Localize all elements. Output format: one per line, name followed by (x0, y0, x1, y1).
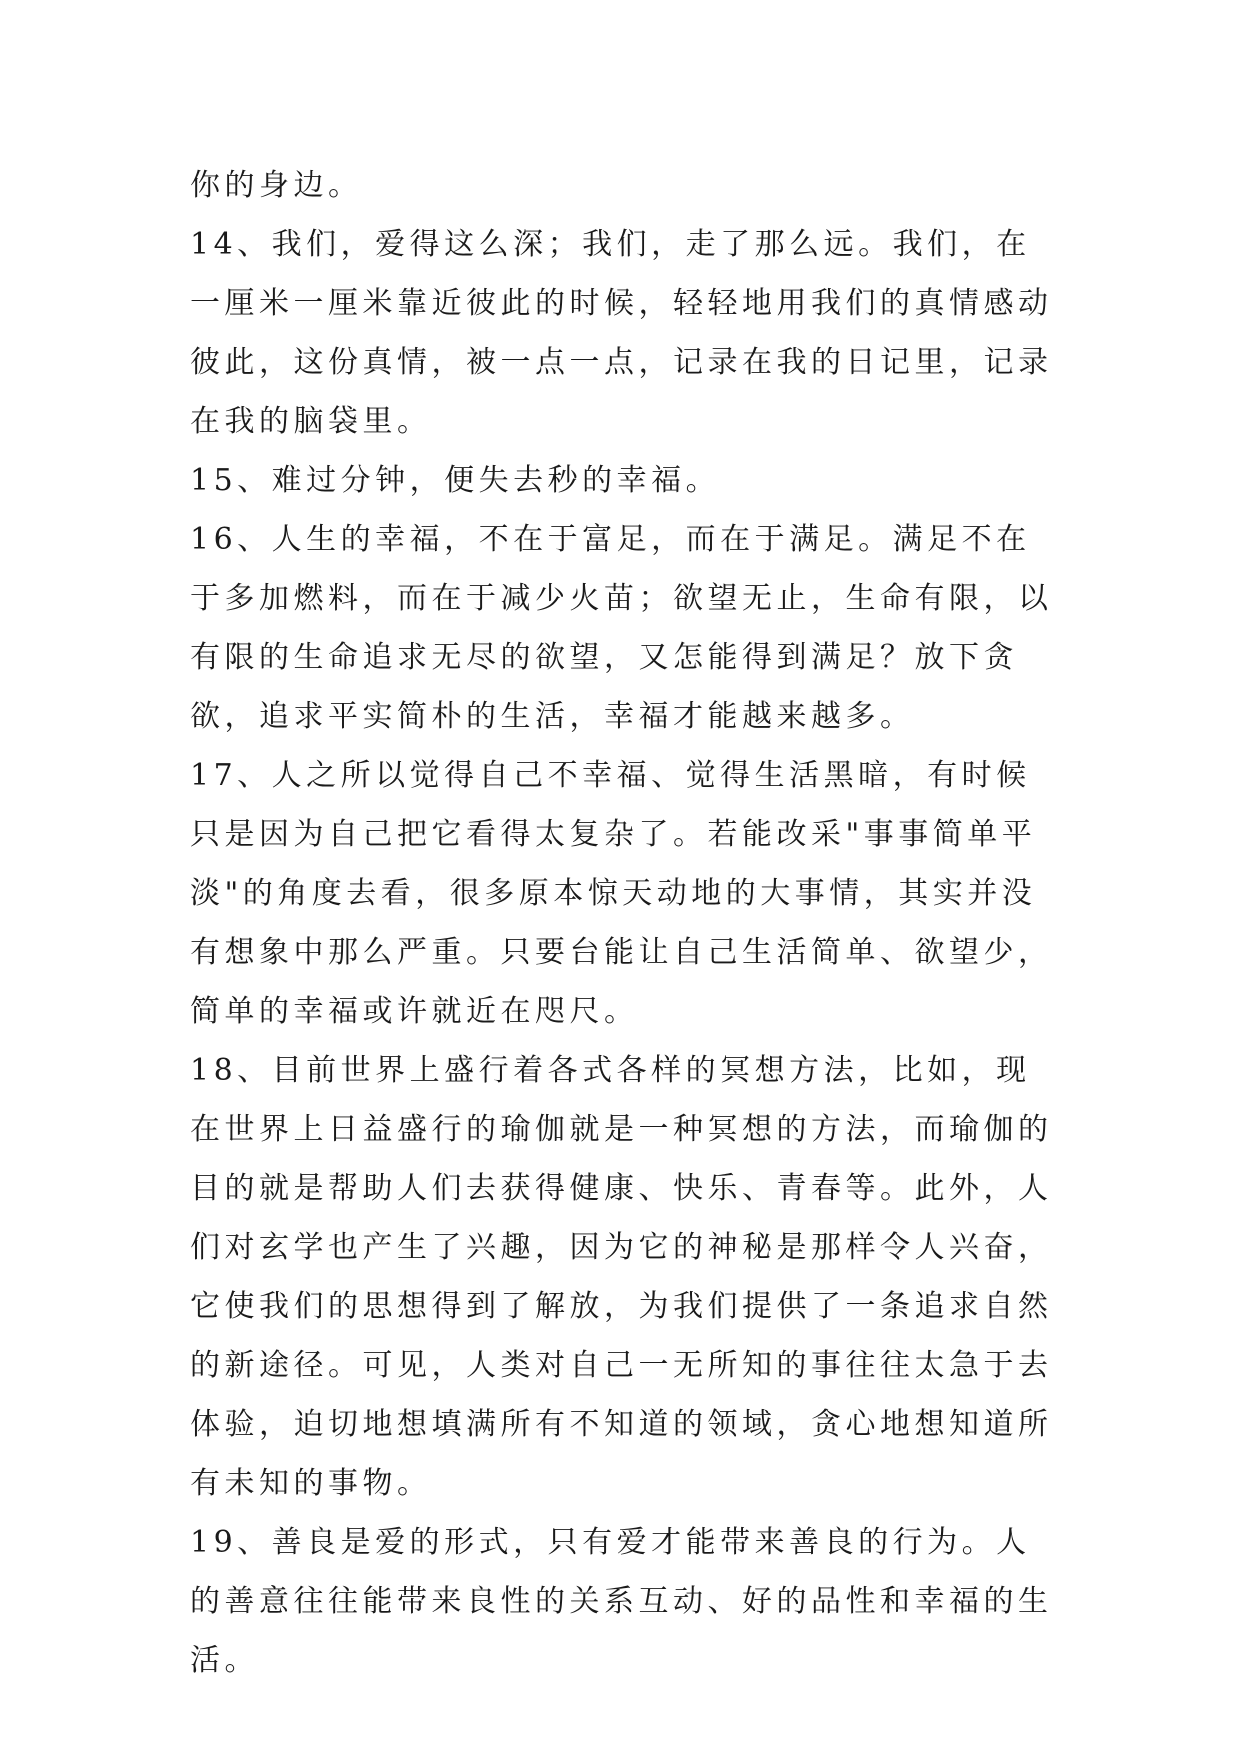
paragraph-continuation: 你的身边。 (190, 168, 363, 203)
document-body (190, 156, 1060, 1690)
paragraph-17: 17、人之所以觉得自己不幸福、觉得生活黑暗，有时候只是因为自己把它看得太复杂了。若能改采"事事简单平淡"的角度去看，很多原本惊天动地的大事情，其实并没有想象中那么严重。只要台能让自己生活简单、欲望少，简单的幸福或许就近在咫尺。 (190, 758, 1053, 1029)
paragraph-19: 19、善良是爱的形式，只有爱才能带来善良的行为。人的善意往往能带来良性的关系互动、好的品性和幸福的生活。 (190, 1525, 1053, 1678)
paragraph-18: 18、目前世界上盛行着各式各样的冥想方法，比如，现在世界上日益盛行的瑜伽就是一种冥想的方法，而瑜伽的目的就是帮助人们去获得健康、快乐、青春等。此外，人们对玄学也产生了兴趣，因为它的神秘是那样令人兴奋，它使我们的思想得到了解放，为我们提供了一条追求自然的新途径。可见，人类对自己一无所知的事往往太急于去体验，迫切地想填满所有不知道的领域，贪心地想知道所有未知的事物。 (190, 1053, 1053, 1501)
paragraph-16: 16、人生的幸福，不在于富足，而在于满足。满足不在于多加燃料，而在于减少火苗；欲望无止，生命有限，以有限的生命追求无尽的欲望，又怎能得到满足？放下贪欲，追求平实简朴的生活，幸福才能越来越多。 (190, 522, 1053, 734)
paragraph-14: 14、我们，爱得这么深；我们，走了那么远。我们，在一厘米一厘米靠近彼此的时候，轻轻地用我们的真情感动彼此，这份真情，被一点一点，记录在我的日记里，记录在我的脑袋里。 (190, 227, 1053, 439)
paragraph-15: 15、难过分钟，便失去秒的幸福。 (190, 463, 721, 498)
